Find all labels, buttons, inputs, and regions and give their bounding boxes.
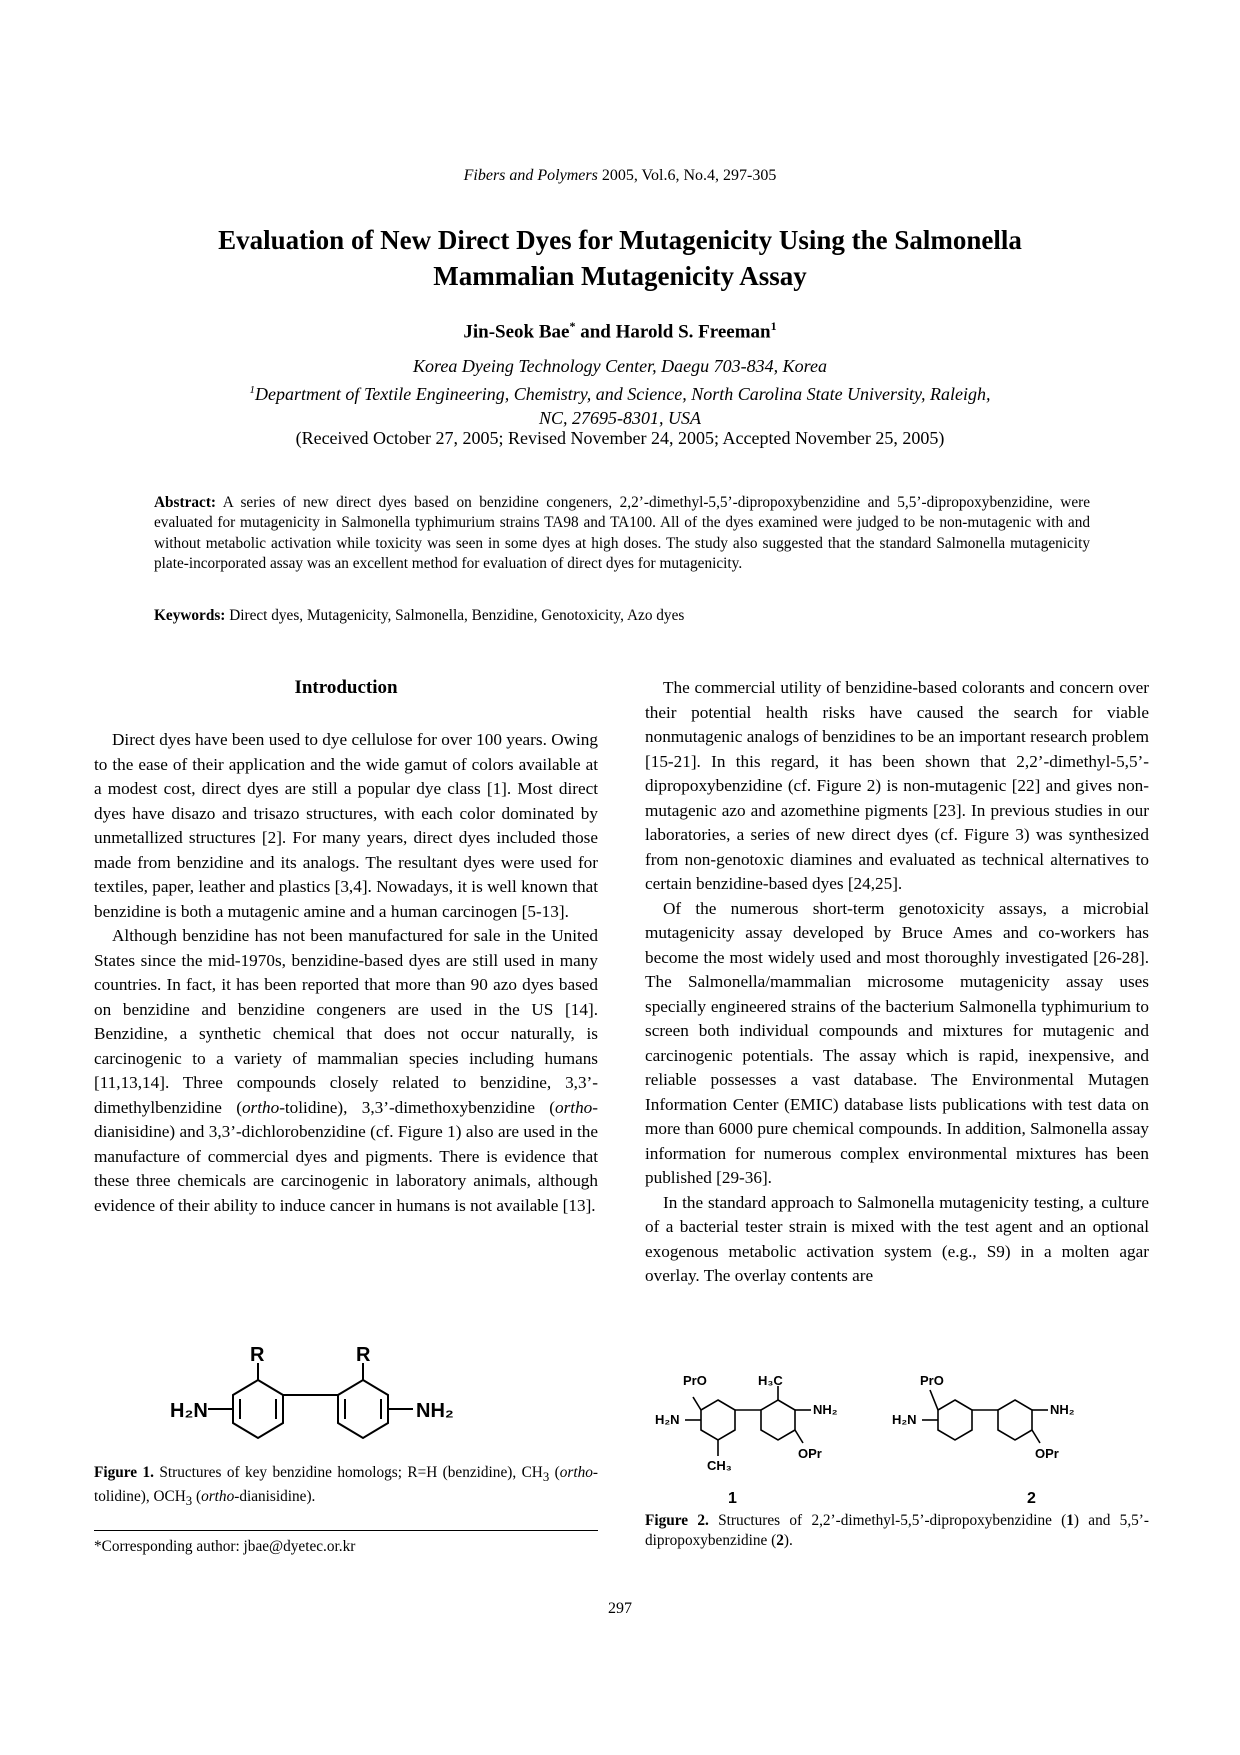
- figure-1-structure: [170, 1344, 520, 1455]
- corresponding-author: *Corresponding author: jbae@dyetec.or.kr: [94, 1538, 356, 1555]
- title-line-2: Mammalian Mutagenicity Assay: [433, 261, 807, 291]
- dipropoxybenzidine-structures-svg: [655, 1370, 1155, 1510]
- keywords: [154, 607, 1090, 625]
- compound-number: 2: [1027, 1490, 1036, 1507]
- author-2: Harold S. Freeman: [615, 321, 771, 343]
- paper-title: [100, 222, 1140, 294]
- methyl-label: CH₃: [707, 1458, 732, 1473]
- title-line-1: Evaluation of New Direct Dyes for Mutagenicity Using the Salmonella: [218, 225, 1022, 255]
- affiliations: [150, 354, 1090, 430]
- author-2-mark: 1: [770, 319, 777, 333]
- amine-label-left: H₂N: [170, 1400, 208, 1422]
- section-heading-introduction: Introduction: [294, 677, 398, 698]
- propoxy-label: PrO: [683, 1373, 707, 1388]
- figure-2-caption: Figure 2. Structures of 2,2’-dimethyl-5,5’-dipropoxybenzidine (1) and 5,5’-dipropoxybenzidine (2).: [645, 1512, 1149, 1549]
- paragraph: Although benzidine has not been manufactured for sale in the United States since the mid-1970s, benzidine-based dyes are still used in many countries. In fact, it has been reported that more than 90 azo dyes based on benzidine and benzidine congeners are used in the US [14]. Benzidine, a synthetic chemical that does not occur naturally, is carcinogenic to a variety of mammalian species including humans [11,13,14]. Three compounds closely related to benzidine, 3,3’-dimethylbenzidine (ortho-tolidine), 3,3’-dimethoxybenzidine (ortho-dianisidine) and 3,3’-dichlorobenzidine (cf. Figure 1) also are used in the manufacture of commercial dyes and pigments. There is evidence that these three chemicals are carcinogenic in laboratory animals, although evidence of their ability to induce cancer in humans is not available [13].: [94, 926, 598, 1215]
- abstract-text: A series of new direct dyes based on benzidine congeners, 2,2’-dimethyl-5,5’-dipropoxybenzidine and 5,5’-dipropoxybenzidine, were evaluated for mutagenicity in Salmonella typhimurium strains TA98 and TA100. All of the dyes examined were judged to be non-mutagenic with and without metabolic activation while toxicity was seen in some dyes at high doses. The study also suggested that the standard Salmonella mutagenicity plate-incorporated assay was an excellent method for evaluation of direct dyes for mutagenicity.: [154, 494, 1090, 573]
- right-column: [645, 676, 1149, 1289]
- citation-details: 2005, Vol.6, No.4, 297-305: [597, 167, 777, 184]
- page-number: 297: [608, 1600, 632, 1617]
- keywords-label: Keywords:: [154, 607, 226, 624]
- figure-2-structures: [655, 1370, 1155, 1510]
- propoxy-label: OPr: [798, 1446, 822, 1461]
- r-label: R: [250, 1344, 265, 1366]
- paragraph: In the standard approach to Salmonella mutagenicity testing, a culture of a bacterial tester strain is mixed with the test agent and an optional exogenous metabolic activation system (e.g., S9) in a molten agar overlay. The overlay contents are: [645, 1192, 1149, 1285]
- author-1-mark: *: [569, 319, 576, 333]
- benzidine-structure-svg: [170, 1344, 520, 1455]
- author-list: [0, 319, 1240, 343]
- affiliation-2-mark: 1: [249, 384, 255, 396]
- paragraph: Direct dyes have been used to dye cellulose for over 100 years. Owing to the ease of their application and the wide gamut of colors available at a modest cost, direct dyes are still a popular dye class [1]. Most direct dyes have disazo and trisazo structures, with each color dominated by unmetallized structures [2]. For many years, direct dyes included those made from benzidine and its analogs. The resultant dyes were used for textiles, paper, leather and plastics [3,4]. Nowadays, it is well known that benzidine is both a mutagenic amine and a human carcinogen [5-13].: [94, 730, 598, 921]
- propoxy-label: OPr: [1035, 1446, 1059, 1461]
- abstract-label: Abstract:: [154, 494, 217, 511]
- author-1: Jin-Seok Bae: [463, 321, 570, 343]
- received-dates: (Received October 27, 2005; Revised November 24, 2005; Accepted November 25, 2005): [295, 428, 945, 448]
- journal-name: Fibers and Polymers: [463, 167, 598, 184]
- amine-label-right: NH₂: [416, 1400, 454, 1422]
- amine-label: H₂N: [892, 1412, 917, 1427]
- abstract: [154, 493, 1090, 575]
- paragraph: Of the numerous short-term genotoxicity assays, a microbial mutagenicity assay developed by Bruce Ames and co-workers has become the most widely used and most thoroughly investigated [26-28]. The Salmonella/mammalian microsome mutagenicity assay uses specially engineered strains of the bacterium Salmonella typhimurium to screen both individual compounds and mixtures for mutagenic and carcinogenic potentials. The assay which is rapid, inexpensive, and reliable possesses a vast database. The Environmental Mutagen Information Center (EMIC) database lists publications with test data on more than 6000 pure chemical compounds. In addition, Salmonella assay information for numerous complex environmental mixtures has been published [29-36].: [645, 898, 1149, 1187]
- amine-label: H₂N: [655, 1412, 680, 1427]
- paragraph: The commercial utility of benzidine-based colorants and concern over their potential health risks have caused the search for viable nonmutagenic analogs of benzidines to be an important research problem [15-21]. In this regard, it has been shown that 2,2’-dimethyl-5,5’-dipropoxybenzidine (cf. Figure 2) is non-mutagenic [22] and gives non-mutagenic azo and azomethine pigments [23]. In previous studies in our laboratories, a series of new direct dyes (cf. Figure 3) was synthesized from non-genotoxic diamines and evaluated as technical alternatives to certain benzidine-based dyes [24,25].: [645, 678, 1149, 893]
- journal-citation: [0, 167, 1240, 185]
- compound-number: 1: [728, 1490, 737, 1507]
- propoxy-label: PrO: [920, 1373, 944, 1388]
- left-column: [94, 728, 598, 1218]
- r-label: R: [356, 1344, 371, 1366]
- footnote-divider: [94, 1530, 598, 1531]
- amine-label: NH₂: [1050, 1402, 1075, 1417]
- amine-label: NH₂: [813, 1402, 838, 1417]
- affiliation-2: $^1$Department of Textile Engineering, Chemistry, and Science, North Carolina State University, Raleigh,: [249, 384, 991, 404]
- affiliation-1: Korea Dyeing Technology Center, Daegu 703-834, Korea: [413, 356, 827, 376]
- figure-1-caption: Figure 1. Structures of key benzidine homologs; R=H (benzidine), $CH_3$ (ortho-tolidine), $OCH_3$ (ortho-dianisidine).: [94, 1464, 598, 1509]
- affiliation-2-cont: NC, 27695-8301, USA: [539, 408, 701, 428]
- methyl-label: H₃C: [758, 1373, 783, 1388]
- author-and: and: [575, 321, 616, 343]
- keywords-text: Direct dyes, Mutagenicity, Salmonella, Benzidine, Genotoxicity, Azo dyes: [225, 607, 685, 624]
